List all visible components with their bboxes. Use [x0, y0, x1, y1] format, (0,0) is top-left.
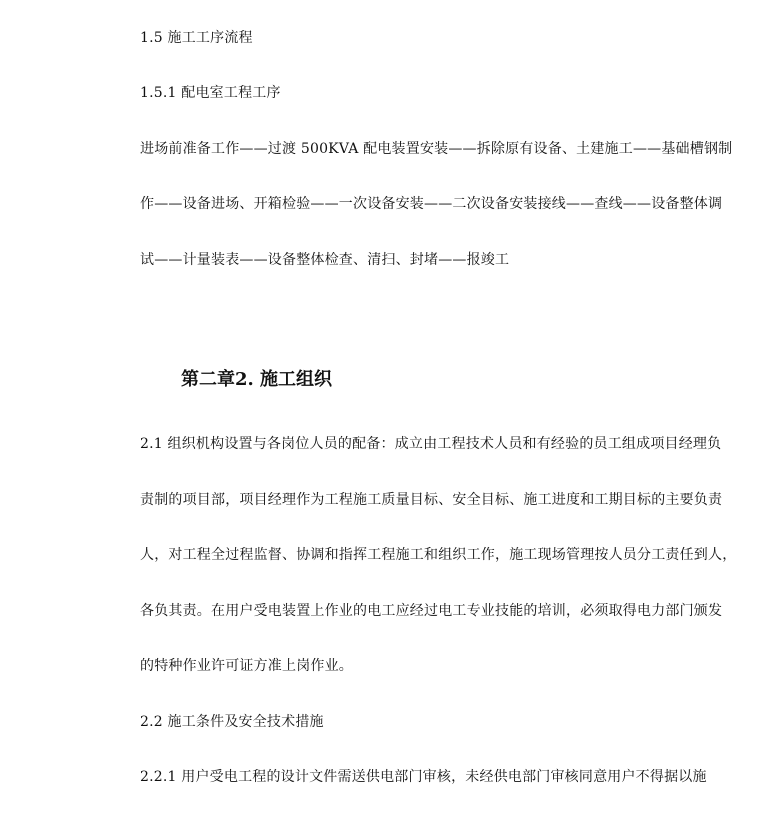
paragraph-2-1-line-1: 2.1 组织机构设置与各岗位人员的配备：成立由工程技术人员和有经验的员工组成项目经理负 — [140, 436, 722, 452]
section-heading-1-5-1: 1.5.1 配电室工程工序 — [140, 85, 281, 101]
paragraph-2-1-line-2: 责制的项目部，项目经理作为工程施工质量目标、安全目标、施工进度和工期目标的主要负责 — [140, 492, 723, 508]
section-heading-2-2: 2.2 施工条件及安全技术措施 — [140, 714, 324, 730]
paragraph-2-2-1-line-1: 2.2.1 用户受电工程的设计文件需送供电部门审核，未经供电部门审核同意用户不得据以施 — [140, 769, 707, 785]
flow-paragraph-line-1: 进场前准备工作——过渡 500KVA 配电装置安装——拆除原有设备、土建施工——基础槽钢制 — [140, 141, 733, 157]
chapter-2-title: 第二章2. 施工组织 — [181, 369, 333, 390]
paragraph-2-1-line-3: 人，对工程全过程监督、协调和指挥工程施工和组织工作，施工现场管理按人员分工责任到人， — [140, 547, 737, 563]
flow-paragraph-line-2: 作——设备进场、开箱检验——一次设备安装——二次设备安装接线——查线——设备整体调 — [140, 196, 723, 212]
flow-paragraph-line-3: 试——计量装表——设备整体检查、清扫、封堵——报竣工 — [140, 252, 510, 268]
section-heading-1-5: 1.5 施工工序流程 — [140, 30, 253, 46]
paragraph-2-1-line-4: 各负其责。在用户受电装置上作业的电工应经过电工专业技能的培训，必须取得电力部门颁发 — [140, 603, 723, 619]
paragraph-2-1-line-5: 的特种作业许可证方准上岗作业。 — [140, 658, 353, 674]
